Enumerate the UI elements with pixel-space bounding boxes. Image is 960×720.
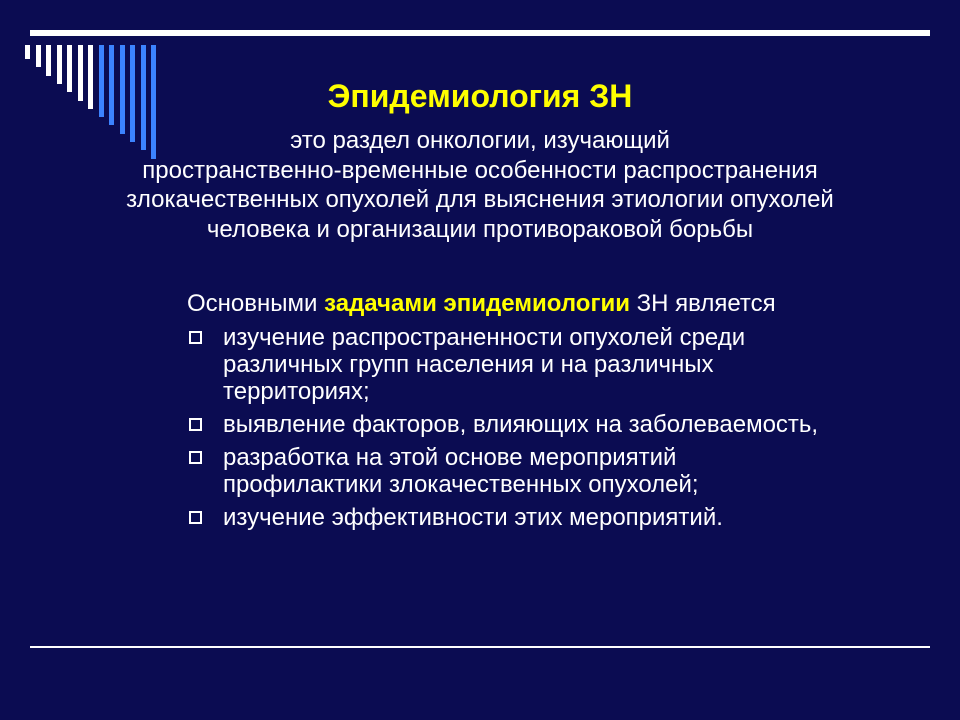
stripe-bar: [36, 45, 41, 67]
definition-line: человека и организации противораковой борьбы: [206, 215, 754, 243]
list-item-line: различных групп населения и на различных: [223, 351, 714, 378]
definition-line: злокачественных опухолей для выяснения этиологии опухолей: [126, 186, 834, 213]
square-bullet-icon: [189, 451, 202, 464]
square-bullet-icon: [189, 331, 202, 344]
list-item: [187, 411, 927, 438]
stripe-bar: [25, 45, 30, 59]
tasks-list: [187, 324, 927, 537]
slide-title: Эпидемиология ЗН: [327, 78, 633, 114]
intro-highlight: задачами эпидемиологии: [324, 290, 630, 317]
square-bullet-icon: [189, 418, 202, 431]
square-bullet-icon: [189, 511, 202, 524]
list-item: [187, 504, 927, 531]
definition-line: пространственно-временные особенности распространения: [142, 156, 818, 184]
top-rule: [30, 30, 930, 36]
list-item-line: профилактики злокачественных опухолей;: [223, 471, 699, 498]
bottom-rule: [30, 646, 930, 648]
list-item-line: выявление факторов, влияющих на заболеваемость,: [223, 411, 819, 438]
list-item: [187, 444, 927, 498]
list-item-line: разработка на этой основе мероприятий: [223, 444, 677, 471]
intro-text-after: ЗН является: [629, 290, 776, 317]
list-item-line: изучение эффективности этих мероприятий.: [223, 504, 723, 531]
intro-text-before: Основными: [187, 290, 325, 317]
list-item-line: территориях;: [223, 378, 370, 405]
list-item: [187, 324, 927, 405]
list-item-line: изучение распространенности опухолей среди: [223, 324, 746, 351]
definition-line: это раздел онкологии, изучающий: [290, 127, 670, 154]
tasks-intro: [187, 290, 776, 318]
stripe-bar: [46, 45, 51, 76]
definition-text: [40, 126, 920, 244]
